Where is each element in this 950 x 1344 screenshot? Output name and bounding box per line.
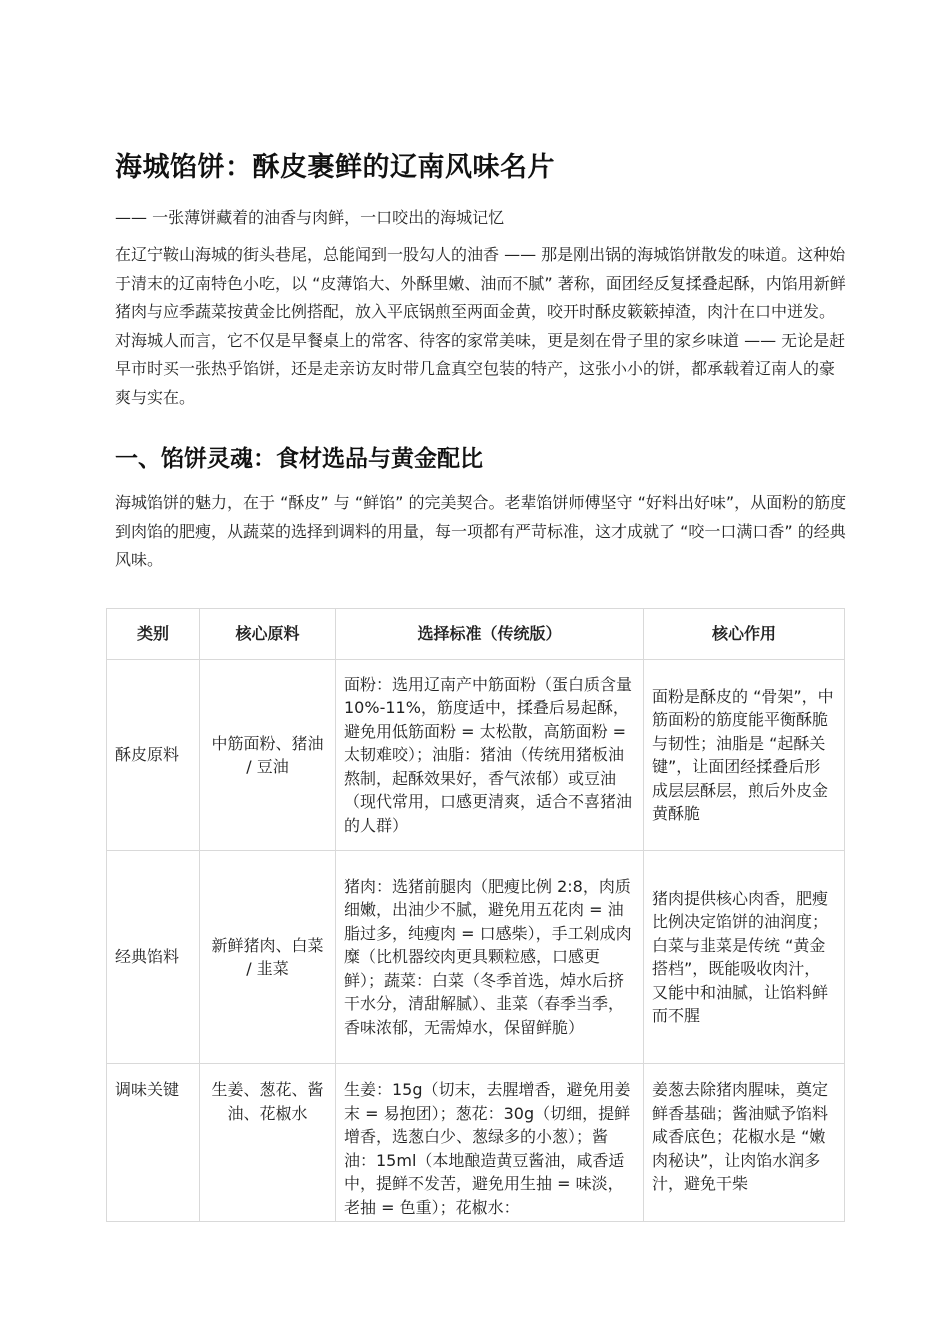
standard-cell: 面粉：选用辽南产中筋面粉（蛋白质含量 10%-11%，筋度适中，揉叠后易起酥，避免用低筋面粉 = 太松散，高筋面粉 = 太韧难咬）；油脂：猪油（传统用猪板油熬制，起酥效果好，香气浓郁）或豆油（现代常用，口感更清爽，适合不喜猪油的人群） <box>336 660 644 851</box>
role-cell <box>644 1064 845 1222</box>
intro-paragraph: 在辽宁鞍山海城的街头巷尾，总能闻到一股勾人的油香 —— 那是刚出锅的海城馅饼散发的味道。这种始于清末的辽南特色小吃，以 “皮薄馅大、外酥里嫩、油而不腻” 著称，面团经反复揉叠起酥，内馅用新鲜猪肉与应季蔬菜按黄金比例搭配，放入平底锅煎至两面金黄，咬开时酥皮簌簌掉渣，肉汁在口中迸发。对海城人而言，它不仅是早餐桌上的常客、待客的家常美味，更是刻在骨子里的家乡味道 —— 无论是赶早市时买一张热乎馅饼，还是走亲访友时带几盒真空包装的特产，这张小小的饼，都承载着辽南人的豪爽与实在。 <box>115 245 846 407</box>
subtitle: —— 一张薄饼藏着的油香与肉鲜，一口咬出的海城记忆 <box>115 208 505 227</box>
standard-text: 生姜：15g（切末，去腥增香，避免用姜末 = 易抱团）；葱花：30g（切细，提鲜增香，选葱白少、葱绿多的小葱）；酱油：15ml（本地酿造黄豆酱油，咸香适中，提鲜不发苦，避免用生抽 = 味淡，老抽 = 色重）；花椒水： <box>344 1080 631 1217</box>
document-page <box>115 150 850 575</box>
header-role: 核心作用 <box>644 609 845 660</box>
header-standard: 选择标准（传统版） <box>336 609 644 660</box>
table-header-row <box>107 609 845 660</box>
materials-cell: 中筋面粉、猪油 / 豆油 <box>200 660 336 851</box>
role-text: 姜葱去除猪肉腥味，奠定鲜香基础；酱油赋予馅料咸香底色；花椒水是 “嫩肉秘诀”，让肉馅水润多汁，避免干柴 <box>652 1080 829 1193</box>
section-heading: 一、馅饼灵魂：食材选品与黄金配比 <box>115 446 483 472</box>
materials-cell: 新鲜猪肉、白菜 / 韭菜 <box>200 851 336 1064</box>
table-row <box>107 1064 845 1222</box>
standard-cell <box>336 1064 644 1222</box>
page-title: 海城馅饼：酥皮裹鲜的辽南风味名片 <box>115 152 555 183</box>
role-cell: 面粉是酥皮的 “骨架”，中筋面粉的筋度能平衡酥脆与韧性；油脂是 “起酥关键”，让面团经揉叠后形成层层酥层，煎后外皮金黄酥脆 <box>644 660 845 851</box>
header-materials: 核心原料 <box>200 609 336 660</box>
category-cell: 酥皮原料 <box>107 660 200 851</box>
standard-cell: 猪肉：选猪前腿肉（肥瘦比例 2:8，肉质细嫩，出油少不腻，避免用五花肉 = 油脂过多，纯瘦肉 = 口感柴），手工剁成肉糜（比机器绞肉更具颗粒感，口感更鲜）；蔬菜：白菜（冬季首选，焯水后挤干水分，清甜解腻）、韭菜（春季当季，香味浓郁，无需焯水，保留鲜脆） <box>336 851 644 1064</box>
category-cell: 调味关键 <box>107 1064 200 1222</box>
role-cell: 猪肉提供核心肉香，肥瘦比例决定馅饼的油润度；白菜与韭菜是传统 “黄金搭档”，既能吸收肉汁，又能中和油腻，让馅料鲜而不腥 <box>644 851 845 1064</box>
table-row <box>107 660 845 851</box>
header-category: 类别 <box>107 609 200 660</box>
section-paragraph: 海城馅饼的魅力，在于 “酥皮” 与 “鲜馅” 的完美契合。老辈馅饼师傅坚守 “好料出好味”，从面粉的筋度到肉馅的肥瘦，从蔬菜的选择到调料的用量，每一项都有严苛标准，这才成就了 “咬一口满口香” 的经典风味。 <box>115 493 847 569</box>
materials-cell: 生姜、葱花、酱油、花椒水 <box>200 1064 336 1222</box>
category-cell: 经典馅料 <box>107 851 200 1064</box>
ingredients-table <box>106 608 845 1222</box>
table-row <box>107 851 845 1064</box>
